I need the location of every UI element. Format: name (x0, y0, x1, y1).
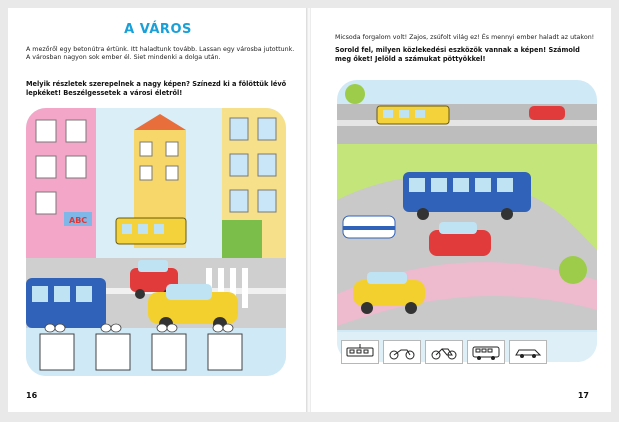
abc-sign: ABC (69, 216, 88, 225)
intro-text: A mezőről egy betonútra értünk. Itt haladtunk tovább. Lassan egy városba jutottunk. A városban nagyon sok ember él. Siet mindenki a dolga után. (26, 46, 295, 62)
intro-text-right: Micsoda forgalom volt! Zajos, zsúfolt világ ez! És mennyi ember haladt az utakon! (335, 34, 595, 41)
page-number: 16 (26, 391, 38, 400)
task-text: Melyik részletek szerepelnek a nagy képen? Színezd ki a fölöttük lévő lepkéket! Beszélgessetek a városi életről! (26, 80, 287, 97)
vehicle-icon-row (341, 340, 547, 364)
car-icon (509, 340, 547, 364)
page-title: A VÁROS (124, 22, 192, 37)
right-page (311, 8, 611, 412)
traffic-illustration (337, 80, 597, 362)
bus-icon (467, 340, 505, 364)
task-text-right: Sorold fel, milyen közlekedési eszközök vannak a képen! Számold meg őket! Jelöld a számukat pöttyökkel! (335, 46, 580, 63)
left-page (8, 8, 308, 412)
city-illustration (26, 108, 286, 376)
bicycle-icon (425, 340, 463, 364)
page-number: 17 (577, 391, 589, 400)
city-scene (26, 108, 286, 376)
tram-icon (341, 340, 379, 364)
traffic-scene (337, 80, 597, 362)
motorcycle-icon (383, 340, 421, 364)
